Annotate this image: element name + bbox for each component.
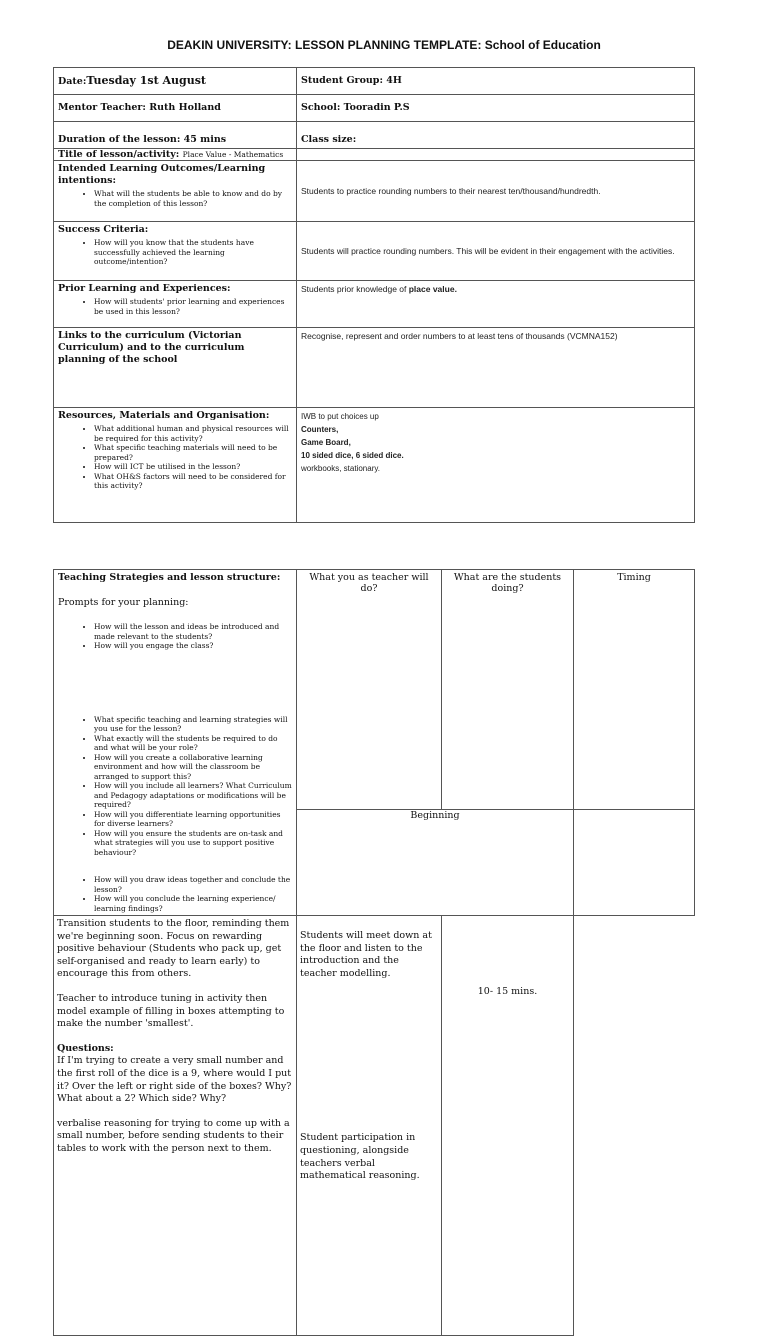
prompt-item: • How will the lesson and ideas be introduced and made relevant to the students? [94, 622, 292, 641]
teacher-text: verbalise reasoning for trying to come up with a small number, before sending students to their tables to work with the person next to them. [57, 1117, 290, 1154]
student-text: Students will meet down at the floor and listen to the introduction and the teacher modelling. [300, 930, 432, 979]
title-university: DEAKIN UNIVERSITY: LESSON PLANNING TEMPLATE: [167, 38, 482, 52]
success-prompt-item: • How will you know that the students have successfully achieved the learning outcome/intention? [94, 238, 292, 267]
prompt-item: • How will you engage the class? [94, 641, 292, 651]
prompts-group-body [58, 715, 292, 858]
prior-label: Prior Learning and Experiences: [58, 283, 231, 294]
resource-line: workbooks, stationary. [301, 464, 380, 473]
resources-prompt-item: • What additional human and physical resources will be required for this activity? [94, 424, 292, 443]
links-label: Links to the curriculum [58, 330, 188, 341]
prompts-group-intro [58, 622, 292, 651]
prior-value-cell [297, 281, 695, 328]
links-cell [54, 328, 297, 408]
success-label: Success Criteria: [58, 224, 149, 235]
links-value-cell [297, 328, 695, 408]
stage-empty [574, 809, 695, 915]
prompt-item: • What specific teaching and learning strategies will you use for the lesson? [94, 715, 292, 734]
success-cell [54, 222, 297, 281]
class-size: Class size: [301, 134, 357, 145]
prompt-item: • How will you create a collaborative learning environment and how will the classroom be arranged to support this? [94, 753, 292, 782]
timing-column-header: Timing [574, 570, 695, 810]
student-actions [297, 916, 442, 1336]
strategies-cell [54, 570, 297, 916]
teacher-text: Teacher to introduce tuning in activity then model example of filling in boxes attempting to make the number 'smallest'. [57, 992, 285, 1030]
questions-label: Questions: [57, 1042, 114, 1054]
teacher-text: If I'm trying to create a very small number and the first roll of the dice is a 9, where would I put it? Over the left or right side of the boxes? Why? [57, 1055, 292, 1092]
title-school: School of Education [484, 38, 601, 52]
prompt-item: • How will you include all learners? What Curriculum and Pedagogy adaptations or modifications will be required? [94, 781, 292, 810]
resources-cell [54, 408, 297, 523]
school-cell [297, 95, 695, 122]
duration-cell [54, 122, 297, 149]
prompt-item: • How will you ensure the students are on-task and what strategies will you use to support positive behaviour? [94, 829, 292, 858]
success-prompts [58, 238, 292, 267]
mentor-cell [54, 95, 297, 122]
links-curriculum: (Victorian Curriculum) [58, 330, 242, 353]
timing-cell [442, 916, 574, 1336]
resources-prompt-item: • What specific teaching materials will need to be prepared? [94, 443, 292, 462]
prior-prompt-item: • How will students' prior learning and experiences be used in this lesson? [94, 297, 292, 316]
prompt-item: • How will you conclude the learning experience/ learning findings? [94, 894, 292, 913]
date-cell [54, 68, 297, 95]
teacher-column-header: What you as teacher will do? [297, 570, 442, 810]
prompts-group-conclusion [58, 875, 292, 913]
prior-value-emphasis: place value. [408, 284, 457, 294]
outcomes-cell [54, 161, 297, 222]
resources-value-cell [297, 408, 695, 523]
student-group: Student Group: 4H [301, 75, 402, 86]
lesson-title-value: Place Value - Mathematics [182, 150, 284, 159]
prior-value: Students prior knowledge of [301, 284, 409, 294]
teacher-text: Transition students to the floor, reminding them we're beginning soon. Focus on rewarding positive behaviour (Students who pack up, get self-organised and ready to learn early) to encourage this from others. [57, 918, 290, 980]
links-value: Recognise, represent and order numbers to at least tens of thousands (VCMNA152) [301, 331, 618, 341]
outcomes-prompt-item: • What will the students be able to know and do by the completion of this lesson? [94, 189, 292, 208]
stage-beginning: Beginning [297, 809, 574, 915]
resource-line: IWB to put choices up [301, 412, 379, 421]
lesson-plan-table [53, 67, 695, 523]
date-value: Tuesday 1st August [86, 73, 207, 87]
prior-prompts [58, 297, 292, 316]
resources-prompts [58, 424, 292, 491]
resource-line: 10 sided dice, 6 sided dice. [301, 451, 404, 460]
outcomes-prompts [58, 189, 292, 208]
class-size-cell [297, 122, 695, 149]
resources-prompt-item: • How will ICT be utilised in the lesson? [94, 462, 292, 472]
resource-line: Game Board, [301, 438, 351, 447]
document-title [0, 38, 768, 52]
timing-value: 10- 15 mins. [477, 986, 538, 997]
student-group-cell [297, 68, 695, 95]
teacher-actions [54, 916, 297, 1336]
outcomes-value: Students to practice rounding numbers to their nearest ten/thousand/hundredth. [301, 185, 601, 196]
links-label-rest: and to the curriculum planning of the school [58, 342, 245, 365]
prompt-item: • How will you differentiate learning opportunities for diverse learners? [94, 810, 292, 829]
prompt-item: • How will you draw ideas together and conclude the lesson? [94, 875, 292, 894]
resource-line: Counters, [301, 425, 339, 434]
date-label: Date: [58, 75, 87, 87]
school-name: School: Tooradin P.S [301, 102, 410, 113]
student-text: Student participation in questioning, alongside teachers verbal mathematical reasoning. [300, 1132, 420, 1182]
success-value: Students will practice rounding numbers. This will be evident in their engagement with the activities. [301, 245, 675, 256]
prompt-item: • What exactly will the students be required to do and what will be your role? [94, 734, 292, 753]
lesson-structure-table [53, 569, 695, 1336]
lesson-duration: Duration of the lesson: 45 mins [58, 134, 227, 145]
strategies-header: Teaching Strategies and lesson structure: [58, 572, 281, 583]
outcomes-value-cell [297, 161, 695, 222]
prior-cell [54, 281, 297, 328]
resources-prompt-item: • What OH&S factors will need to be considered for this activity? [94, 472, 292, 491]
lesson-title-empty [297, 149, 695, 161]
lesson-title-label: Title of lesson/activity: [58, 149, 180, 160]
teacher-text: What about a 2? Which side? Why? [57, 1093, 227, 1105]
students-column-header: What are the students doing? [442, 570, 574, 810]
lesson-title-cell [54, 149, 297, 161]
outcomes-label: Intended Learning Outcomes/Learning intentions: [58, 163, 266, 186]
prompts-label: Prompts for your planning: [58, 597, 189, 608]
mentor-teacher: Mentor Teacher: Ruth Holland [58, 102, 221, 113]
resources-label: Resources, Materials and Organisation: [58, 410, 270, 421]
success-value-cell [297, 222, 695, 281]
